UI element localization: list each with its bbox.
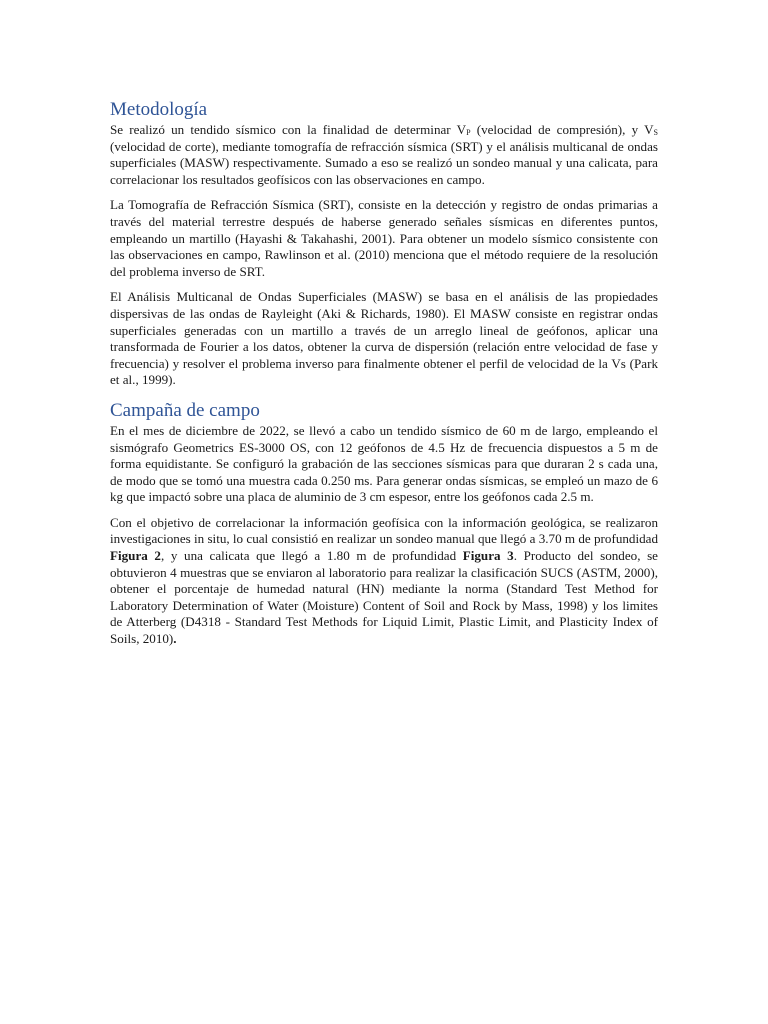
paragraph-campana-tendido: En el mes de diciembre de 2022, se llevó a cabo un tendido sísmico de 60 m de largo, empleando el sismógrafo Geometrics ES-3000 OS, con 12 geófonos de 4.5 Hz de frecuencia dispuestos a 5 m de forma equidistante. Se configuró la grabación de las secciones sísmicas para que duraran 2 s cada una, de modo que se tomó una muestra cada 0.250 ms. Para generar ondas sísmicas, se empleó un mazo de 6 kg que impactó sobre una placa de aluminio de 3 cm espesor, entre los geófonos cada 2.5 m. — [110, 422, 658, 505]
text-run: Con el objetivo de correlacionar la información geofísica con la información geológica, se realizaron investigaciones in situ, lo cual consistió en realizar un sondeo manual que llegó a 3.70 m de profundidad — [110, 514, 658, 547]
text-run: . Producto del sondeo, se obtuvieron 4 muestras que se enviaron al laboratorio para realizar la clasificación SUCS (ASTM, 2000), obtener el porcentaje de humedad natural (HN) mediante la norma (Standard Test Method for Laboratory Determination of Water (Moisture) Content of Soil and Rock by Mass, 1998) y los limites de Atterberg (D4318 - Standard Test Methods for Liquid Limit, Plastic Limit, and Plasticity Index of Soils, 2010) — [110, 548, 658, 647]
paragraph-srt: La Tomografía de Refracción Sísmica (SRT), consiste en la detección y registro de ondas primarias a través del material terrestre después de haberse generado señales sísmicas en diferentes puntos, empleando un martillo (Hayashi & Takahashi, 2001). Para obtener un modelo sísmico consistente con las observaciones en campo, Rawlinson et al. (2010) menciona que el método requiere de la resolución del problema inverso de SRT. — [110, 197, 658, 279]
closing-period: . — [173, 631, 177, 647]
paragraph-metodologia-intro — [110, 122, 658, 188]
document-page — [110, 98, 658, 657]
section-heading-metodologia: Metodología — [110, 99, 208, 120]
section-heading-campana: Campaña de campo — [110, 399, 260, 421]
text-run: Se realizó un tendido sísmico con la finalidad de determinar V — [110, 122, 467, 137]
subscript-p: P — [466, 128, 471, 137]
paragraph-campana-investigaciones — [110, 515, 658, 648]
subscript-s: S — [653, 128, 658, 137]
paragraph-masw: El Análisis Multicanal de Ondas Superficiales (MASW) se basa en el análisis de las propiedades dispersivas de las ondas de Rayleight (Aki & Richards, 1980). El MASW consiste en registrar ondas superficiales generadas con un martillo a través de un arreglo lineal de geófonos, aplicar una transformada de Fourier a los datos, obtener la curva de dispersión (relación entre velocidad de fase y frecuencia) y resolver el problema inverso para finalmente obtener el perfil de velocidad de la Vs (Park et al., 1999). — [110, 289, 658, 388]
figure-ref-2: Figura 2 — [110, 548, 161, 564]
text-run: (velocidad de corte), mediante tomografía de refracción sísmica (SRT) y el análisis multicanal de ondas superficiales (MASW) respectivamente. Sumado a eso se realizó un sondeo manual y una calicata, para correlacionar los resultados geofísicos con las observaciones en campo. — [110, 138, 658, 187]
text-run: (velocidad de compresión), y V — [470, 122, 654, 137]
text-run: , y una calicata que llegó a 1.80 m de profundidad — [160, 548, 463, 564]
figure-ref-3: Figura 3 — [462, 548, 514, 564]
